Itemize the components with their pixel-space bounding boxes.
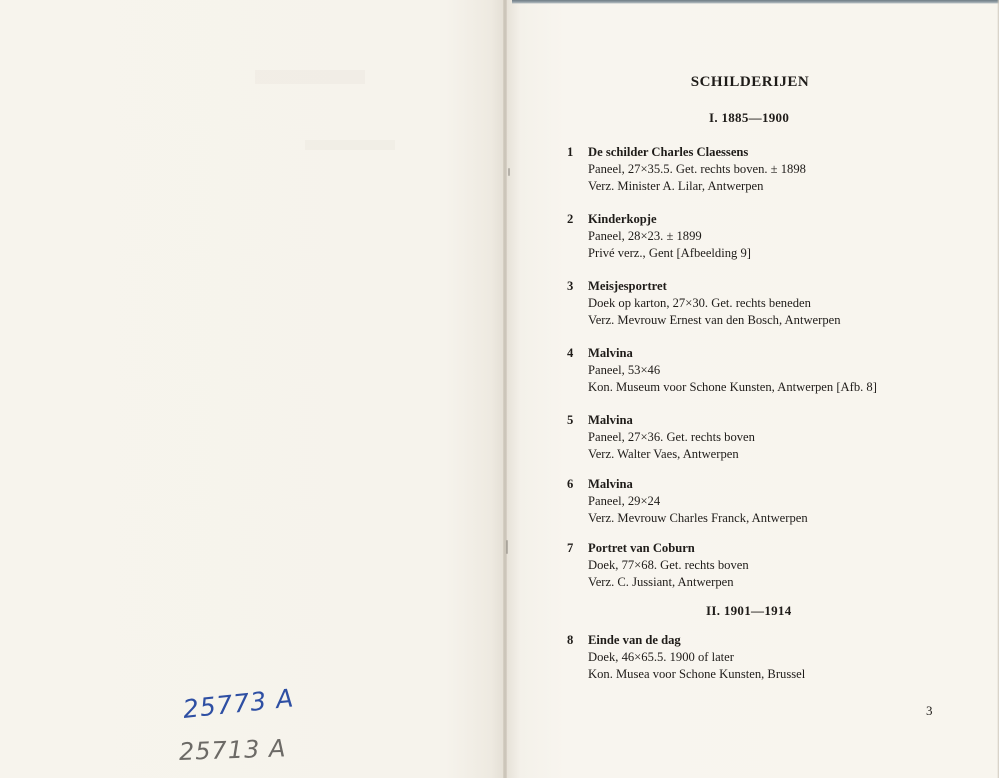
- section-heading-1: I. 1885—1900: [709, 110, 790, 125]
- entry-number: 6: [567, 477, 574, 491]
- entry-body: [588, 540, 957, 591]
- entry-location: Privé verz., Gent [Afbeelding 9]: [588, 246, 751, 260]
- entry-body: [588, 278, 957, 329]
- entry-location: Verz. Walter Vaes, Antwerpen: [588, 447, 739, 461]
- entry-body: [588, 211, 957, 262]
- pencil-inventory-number: 25713 A: [178, 734, 287, 766]
- entry-body: [588, 144, 957, 195]
- entry-location: Kon. Musea voor Schone Kunsten, Brussel: [588, 667, 806, 681]
- entry-title: Malvina: [588, 477, 633, 491]
- blue-ink-inventory-number: 25773 A: [181, 683, 296, 724]
- entry-title: De schilder Charles Claessens: [588, 145, 749, 159]
- entry-title: Meisjesportret: [588, 279, 667, 293]
- entry-location: Verz. Minister A. Lilar, Antwerpen: [588, 179, 764, 193]
- catalog-entry-5: [567, 412, 957, 463]
- entry-location: Kon. Museum voor Schone Kunsten, Antwerpen [Afb. 8]: [588, 380, 877, 394]
- catalog-entry-2: [567, 211, 957, 262]
- entry-detail: Paneel, 53×46: [588, 363, 661, 377]
- entry-body: [588, 345, 957, 396]
- entry-detail: Paneel, 29×24: [588, 494, 661, 508]
- entry-detail: Paneel, 27×36. Get. rechts boven: [588, 430, 755, 444]
- entry-number: 4: [567, 346, 574, 360]
- entry-title: Portret van Coburn: [588, 541, 695, 555]
- catalog-entry-1: [567, 144, 957, 195]
- entry-detail: Paneel, 28×23. ± 1899: [588, 229, 702, 243]
- page-number: 3: [926, 703, 933, 718]
- entry-location: Verz. Mevrouw Charles Franck, Antwerpen: [588, 511, 808, 525]
- entry-body: [588, 412, 957, 463]
- entry-number: 7: [567, 541, 574, 555]
- entry-detail: Doek op karton, 27×30. Get. rechts beneden: [588, 296, 811, 310]
- entry-location: Verz. C. Jussiant, Antwerpen: [588, 575, 734, 589]
- entry-detail: Doek, 77×68. Get. rechts boven: [588, 558, 749, 572]
- page-heading: SCHILDERIJEN: [690, 74, 810, 90]
- entry-number: 3: [567, 279, 574, 293]
- entry-body: [588, 632, 957, 683]
- section-heading-2: II. 1901—1914: [706, 603, 792, 618]
- entry-title: Kinderkopje: [588, 212, 657, 226]
- catalog-entry-3: [567, 278, 957, 329]
- entry-location: Verz. Mevrouw Ernest van den Bosch, Antwerpen: [588, 313, 841, 327]
- entry-number: 5: [567, 413, 574, 427]
- entry-detail: Doek, 46×65.5. 1900 of later: [588, 650, 734, 664]
- entry-body: [588, 476, 957, 527]
- entry-number: 1: [567, 145, 574, 159]
- catalog-entry-8: [567, 632, 957, 683]
- entry-detail: Paneel, 27×35.5. Get. rechts boven. ± 1898: [588, 162, 806, 176]
- entry-title: Einde van de dag: [588, 633, 681, 647]
- catalog-entry-6: [567, 476, 957, 527]
- entry-title: Malvina: [588, 413, 633, 427]
- entry-title: Malvina: [588, 346, 633, 360]
- catalog-entry-4: [567, 345, 957, 396]
- entry-number: 2: [567, 212, 574, 226]
- catalog-entry-7: [567, 540, 957, 591]
- entry-number: 8: [567, 633, 574, 647]
